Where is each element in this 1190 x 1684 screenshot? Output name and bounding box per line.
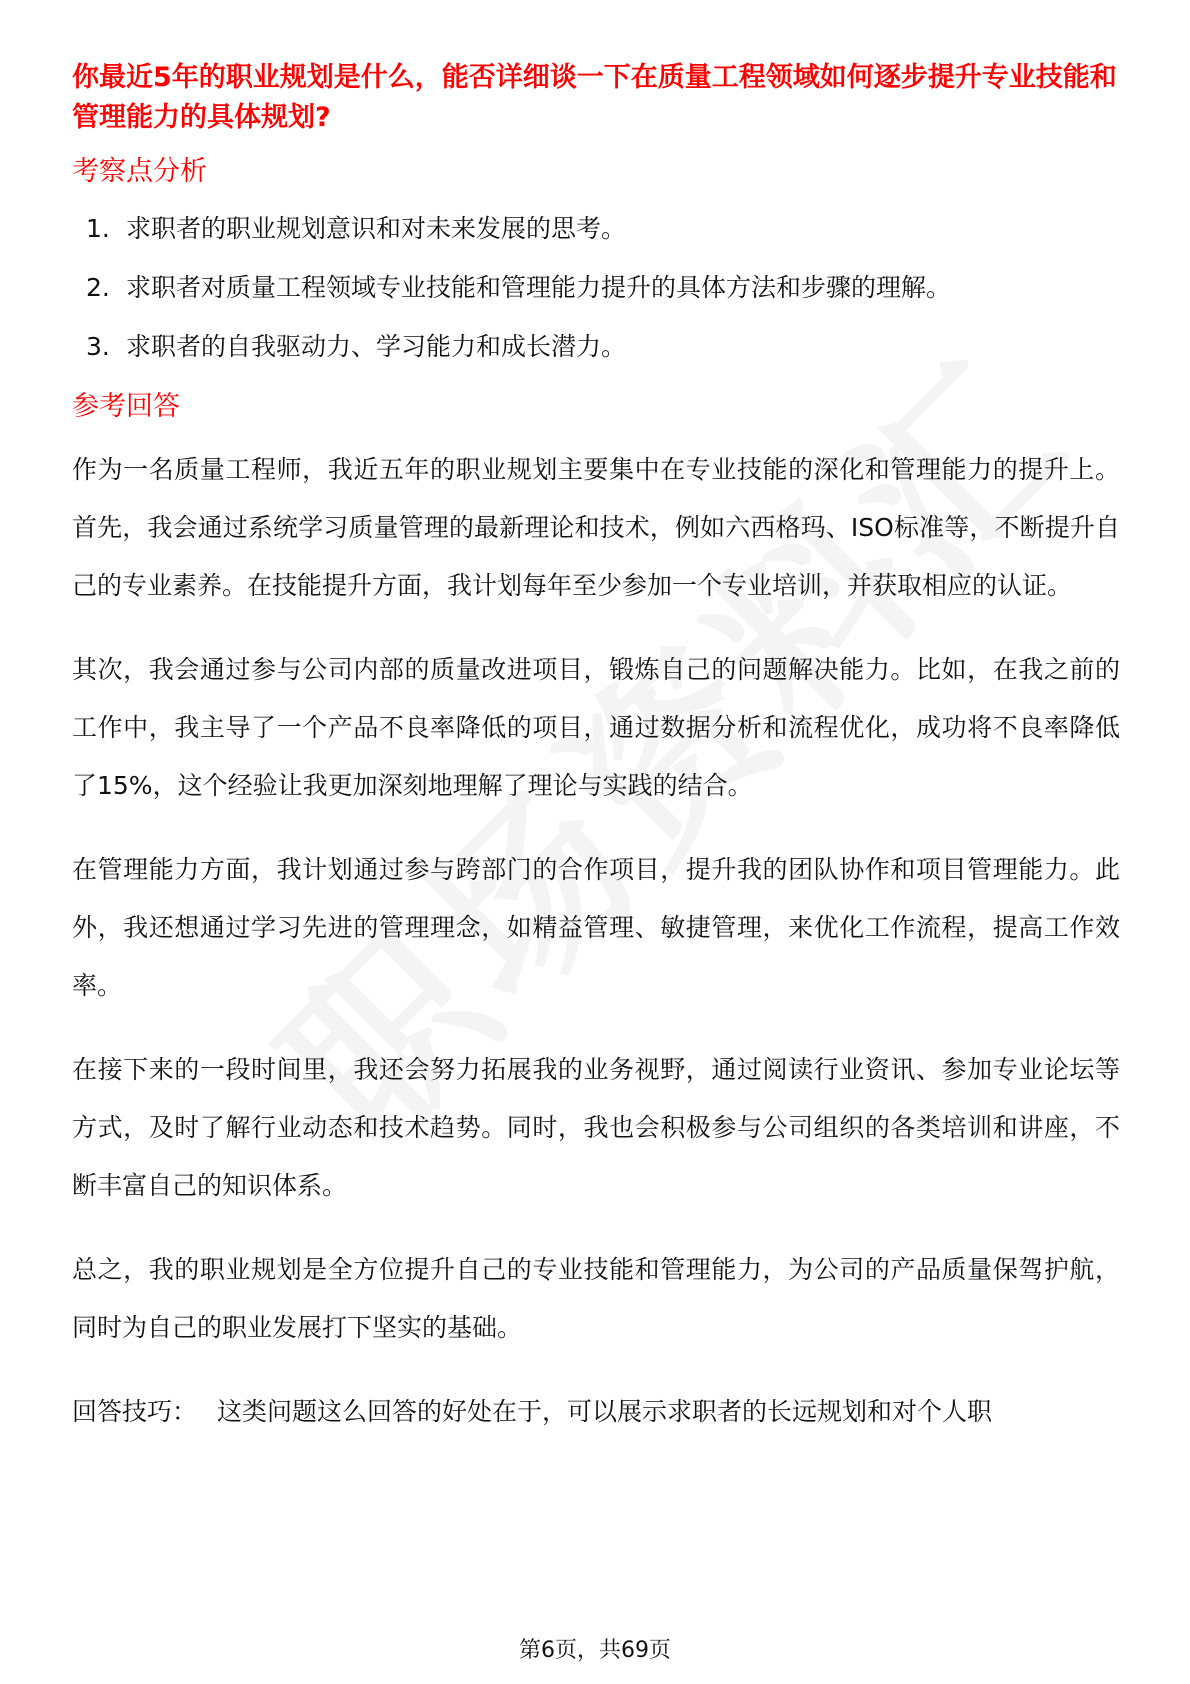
list-item [86, 210, 1120, 248]
answer-paragraph: 其次，我会通过参与公司内部的质量改进项目，锻炼自己的问题解决能力。比如，在我之前的工作中，我主导了一个产品不良率降低的项目，通过数据分析和流程优化，成功将不良率降低了15%，这个经验让我更加深刻地理解了理论与实践的结合。 [72, 655, 1120, 800]
list-item-text: 求职者对质量工程领域专业技能和管理能力提升的具体方法和步骤的理解。 [126, 273, 952, 302]
answer-tips [72, 1383, 1120, 1441]
analysis-points [72, 210, 1120, 366]
question-title: 你最近5年的职业规划是什么，能否详细谈一下在质量工程领域如何逐步提升专业技能和管理能力的具体规划? [72, 62, 1117, 133]
list-item-number: 3. [86, 332, 110, 361]
analysis-heading: 考察点分析 [72, 156, 207, 187]
answer-paragraph: 在管理能力方面，我计划通过参与跨部门的合作项目，提升我的团队协作和项目管理能力。此外，我还想通过学习先进的管理理念，如精益管理、敏捷管理，来优化工作流程，提高工作效率。 [72, 855, 1120, 1000]
page-number: 第6页，共69页 [519, 1638, 671, 1663]
list-item [86, 328, 1120, 366]
answer-paragraph: 作为一名质量工程师，我近五年的职业规划主要集中在专业技能的深化和管理能力的提升上。首先，我会通过系统学习质量管理的最新理论和技术，例如六西格玛、ISO标准等，不断提升自己的专业素养。在技能提升方面，我计划每年至少参加一个专业培训，并获取相应的认证。 [72, 455, 1120, 600]
list-item-text: 求职者的职业规划意识和对未来发展的思考。 [126, 214, 627, 243]
list-item [86, 269, 1120, 307]
page-content [72, 58, 1120, 1441]
list-item-number: 1. [86, 214, 110, 243]
answer-heading: 参考回答 [72, 391, 180, 422]
tips-text: 这类问题这么回答的好处在于，可以展示求职者的长远规划和对个人职 [217, 1397, 993, 1426]
list-item-number: 2. [86, 273, 110, 302]
list-item-text: 求职者的自我驱动力、学习能力和成长潜力。 [126, 332, 627, 361]
tips-label: 回答技巧： [72, 1397, 198, 1426]
answer-paragraph: 在接下来的一段时间里，我还会努力拓展我的业务视野，通过阅读行业资讯、参加专业论坛等方式，及时了解行业动态和技术趋势。同时，我也会积极参与公司组织的各类培训和讲座，不断丰富自己的知识体系。 [72, 1055, 1120, 1200]
answer-paragraph: 总之，我的职业规划是全方位提升自己的专业技能和管理能力，为公司的产品质量保驾护航，同时为自己的职业发展打下坚实的基础。 [72, 1255, 1120, 1342]
